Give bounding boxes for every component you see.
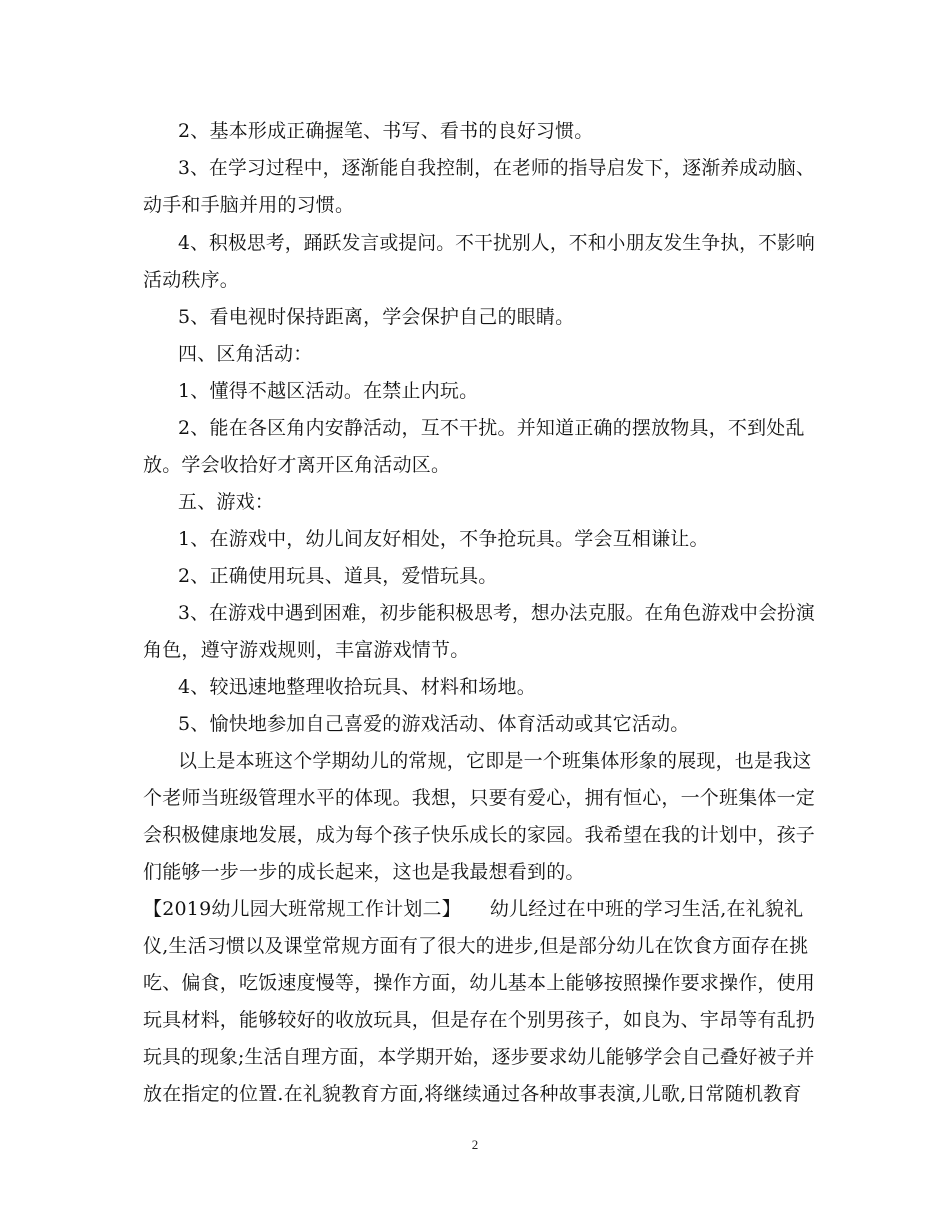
text-line: 仪,生活习惯以及课堂常规方面有了很大的进步,但是部分幼儿在饮食方面存在挑 [143, 935, 809, 957]
text-line: 5、愉快地参加自己喜爱的游戏活动、体育活动或其它活动。 [178, 713, 690, 735]
text-line: 3、在学习过程中，逐渐能自我控制，在老师的指导启发下，逐渐养成动脑、 [178, 157, 815, 179]
text-line: 2、正确使用玩具、道具，爱惜玩具。 [178, 565, 498, 587]
text-line: 放在指定的位置.在礼貌教育方面,将继续通过各种故事表演,儿歌,日常随机教育 [143, 1083, 802, 1105]
text-line: 以上是本班这个学期幼儿的常规，它即是一个班集体形象的展现，也是我这 [178, 750, 812, 772]
text-line: 们能够一步一步的成长起来，这也是我最想看到的。 [143, 861, 585, 883]
text-line: 会积极健康地发展，成为每个孩子快乐成长的家园。我希望在我的计划中，孩子 [143, 824, 816, 846]
text-line: 3、在游戏中遇到困难，初步能积极思考，想办法克服。在角色游戏中会扮演 [178, 602, 815, 624]
text-line: 角色，遵守游戏规则，丰富游戏情节。 [143, 639, 470, 661]
text-line: 动手和手脑并用的习惯。 [143, 194, 355, 216]
text-line: 放。学会收拾好才离开区角活动区。 [143, 454, 451, 476]
text-line: 4、积极思考，踊跃发言或提问。不干扰别人，不和小朋友发生争执，不影响 [178, 232, 815, 254]
text-line: 4、较迅速地整理收拾玩具、材料和场地。 [178, 676, 536, 698]
text-line: 1、在游戏中，幼儿间友好相处，不争抢玩具。学会互相谦让。 [178, 528, 709, 550]
section-heading: 五、游戏： [178, 491, 275, 513]
text-line: 吃、偏食，吃饭速度慢等，操作方面，幼儿基本上能够按照操作要求操作，使用 [143, 972, 816, 994]
text-line: 【2019幼儿园大班常规工作计划二】 幼儿经过在中班的学习生活,在礼貌礼 [143, 898, 804, 920]
text-line: 1、懂得不越区活动。在禁止内玩。 [178, 380, 479, 402]
section-heading: 四、区角活动： [178, 343, 313, 365]
text-line: 玩具的现象;生活自理方面，本学期开始，逐步要求幼儿能够学会自己叠好被子并 [143, 1046, 815, 1068]
text-line: 2、能在各区角内安静活动，互不干扰。并知道正确的摆放物具，不到处乱 [178, 417, 805, 439]
text-line: 个老师当班级管理水平的体现。我想，只要有爱心，拥有恒心，一个班集体一定 [143, 787, 816, 809]
text-line: 活动秩序。 [143, 269, 240, 291]
text-line: 玩具材料，能够较好的收放玩具，但是存在个别男孩子，如良为、宇昂等有乱扔 [143, 1009, 816, 1031]
text-line: 5、看电视时保持距离，学会保护自己的眼睛。 [178, 306, 575, 328]
text-line: 2、基本形成正确握笔、书写、看书的良好习惯。 [178, 120, 594, 142]
page-number: 2 [471, 1137, 479, 1152]
